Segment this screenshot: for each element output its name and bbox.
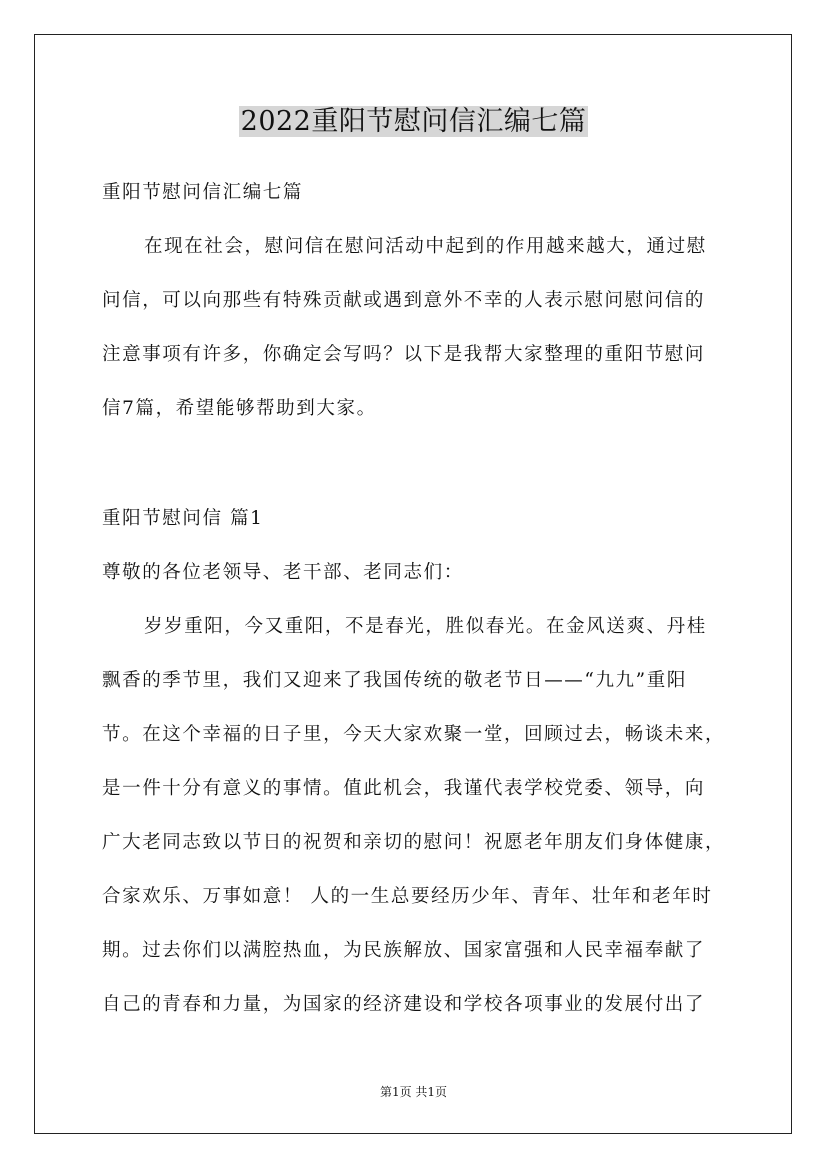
document-subtitle: 重阳节慰问信汇编七篇 (102, 182, 304, 203)
body-line: 岁岁重阳，今又重阳，不是春光，胜似春光。在金风送爽、丹桂 (144, 616, 707, 637)
page-number-footer: 第1页 共1页 (379, 1085, 448, 1099)
intro-line: 信7篇，希望能够帮助到大家。 (102, 398, 377, 419)
document-title-text: 2022重阳节慰问信汇编七篇 (240, 106, 587, 137)
salutation: 尊敬的各位老领导、老干部、老同志们： (102, 562, 464, 583)
intro-line: 在现在社会，慰问信在慰问活动中起到的作用越来越大，通过慰 (144, 236, 707, 257)
section-heading: 重阳节慰问信 篇1 (102, 508, 264, 529)
intro-line: 问信，可以向那些有特殊贡献或遇到意外不幸的人表示慰问慰问信的 (102, 290, 706, 311)
body-line: 合家欢乐、万事如意！ 人的一生总要经历少年、青年、壮年和老年时 (102, 886, 713, 907)
intro-line: 注意事项有许多，你确定会写吗？以下是我帮大家整理的重阳节慰问 (102, 344, 706, 365)
body-line: 飘香的季节里，我们又迎来了我国传统的敬老节日——“九九”重阳 (102, 670, 687, 691)
body-line: 广大老同志致以节日的祝贺和亲切的慰问！祝愿老年朋友们身体健康， (102, 832, 726, 853)
body-line: 节。在这个幸福的日子里，今天大家欢聚一堂，回顾过去，畅谈未来， (102, 724, 726, 745)
body-line: 期。过去你们以满腔热血，为民族解放、国家富强和人民幸福奉献了 (102, 940, 706, 961)
body-line: 自己的青春和力量，为国家的经济建设和学校各项事业的发展付出了 (102, 994, 706, 1015)
body-line: 是一件十分有意义的事情。值此机会，我谨代表学校党委、领导，向 (102, 778, 706, 799)
document-title (0, 100, 827, 144)
